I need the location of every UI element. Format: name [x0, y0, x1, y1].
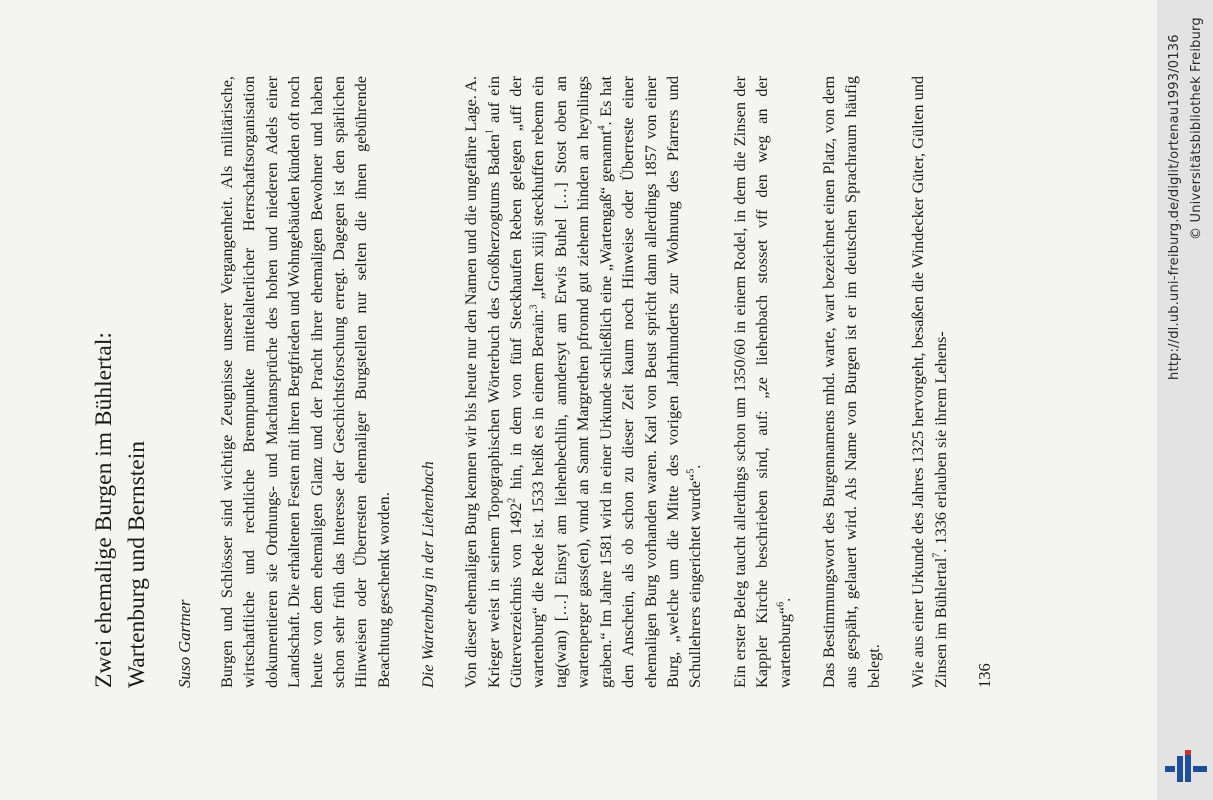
p2-text-b: auf ein Güterverzeichnis von 1492	[483, 76, 526, 688]
article-title	[88, 76, 154, 688]
copyright-notice: © Universitätsbibliothek Freiburg	[1189, 17, 1204, 240]
author-name: Suso Gartner	[175, 599, 194, 688]
p5-text-a: Wie aus einer Urkunde des Jahres 1325 hervorgeht, besaßen die Windecker Güter, Gülten und Zinsen im Bühlertal	[908, 76, 950, 688]
logo-bar-2	[1177, 756, 1183, 782]
footnote-ref-1: 1	[484, 129, 496, 135]
paragraph-2	[460, 76, 706, 688]
p2-text-f: .	[685, 464, 705, 469]
library-logo-icon	[1163, 748, 1209, 784]
footnote-ref-5: 5	[685, 468, 697, 474]
footnote-ref-2: 2	[506, 497, 518, 503]
p2-text-c: hin, in dem von fünf Steckhaufen Reben gelegen „uff der wartenburg“ die Rede ist. 1533 heißt es in einem Berain:	[506, 75, 548, 688]
logo-bar-4	[1193, 766, 1207, 772]
page-number: 136	[974, 663, 994, 688]
logo-bar-1	[1165, 766, 1175, 772]
article	[88, 76, 996, 688]
p2-text-a: Von dieser ehemaligen Burg kennen wir bis heute nur den Namen und die ungefähre Lage. A. Krieger weist in seinem Topographischen Wörterbuch des Großherzogtums Baden	[461, 76, 503, 688]
paragraph-4: Das Bestimmungswort des Burgennamens mhd. warte, wart bezeichnet einen Platz, von dem aus gespäht, gelauert wird. Als Name von Burgen ist er im deutschen Sprachraum häufig belegt.	[818, 76, 883, 688]
p3-text-b: .	[774, 597, 794, 602]
footnote-ref-4: 4	[596, 125, 608, 131]
paragraph-3	[729, 76, 796, 688]
title-line-1: Zwei ehemalige Burgen im Bühlertal:	[91, 332, 117, 688]
footnote-ref-3: 3	[529, 304, 541, 310]
source-url-link[interactable]: http://dl.ub.uni-freiburg.de/diglit/ortenau1993/0136	[1167, 34, 1182, 380]
sidebar-rotated	[1157, 0, 1213, 800]
footnote-ref-7: 7	[931, 552, 943, 558]
p2-text-e: . Es hat den Anschein, als ob schon zu dieser Zeit kaum noch Hinweise oder Überreste einer ehemaligen Burg vorhanden waren. Karl von Beust spricht dann allerdings 1857 von einer Burg, „welche um die Mitte des vorigen Jahrhunderts zur Wohnung des Pfarrers und Schullehrers eingerichtet wurde“	[595, 76, 705, 688]
logo-accent	[1185, 750, 1191, 755]
p3-text-a: Ein erster Beleg taucht allerdings schon um 1350/60 in einem Rodel, in dem die Zinsen der Kappler Kirche beschrieben sind, auf: „ze liehenbach stosset vff den weg an der wartenburg“	[729, 76, 794, 688]
paragraph-5	[907, 76, 952, 688]
p2-text-d: „Item xiiij steckhuffen rebenn ein tag(wan) […] Einsyt am liehenbechlin, anndersyt am Erwis Buhel […] Stost oben an wartenperger gass(en), vnnd an Sannt Margrethen pfronnd gut ziehenn hinden an heynlings graben.“ Im Jahre 1581 wird in einer Urkunde schließlich eine „Wartengaß“ genannt	[528, 76, 615, 688]
p5-text-b: . 1336 erlauben sie ihrem Lehens-	[930, 331, 950, 553]
library-sidebar	[1157, 0, 1213, 800]
title-line-2: Wartenburg und Bernstein	[124, 441, 150, 688]
section-heading: Die Wartenburg in der Liehenbach	[418, 461, 438, 688]
footnote-ref-6: 6	[775, 601, 787, 607]
intro-paragraph: Burgen und Schlösser sind wichtige Zeugnisse unserer Vergangenheit. Als militärische, wirtschaftliche und rechtliche Brennpunkte mittelalterlicher Herrschaftsorganisation dokumentieren sie Ordnungs- und Machtansprüche des hohen und niederen Adels einer Landschaft. Die erhaltenen Festen mit ihren Bergfrieden und Wohngebäuden künden oft noch heute von dem ehemaligen Glanz und der Pracht ihrer ehemaligen Bewohner und haben schon sehr früh das Interesse der Geschichtsforschung erregt. Dagegen ist den spärlichen Hinweisen oder Überresten ehemaliger Burgstellen nur selten die ihnen gebührende Beachtung geschenkt worden.	[217, 76, 393, 688]
